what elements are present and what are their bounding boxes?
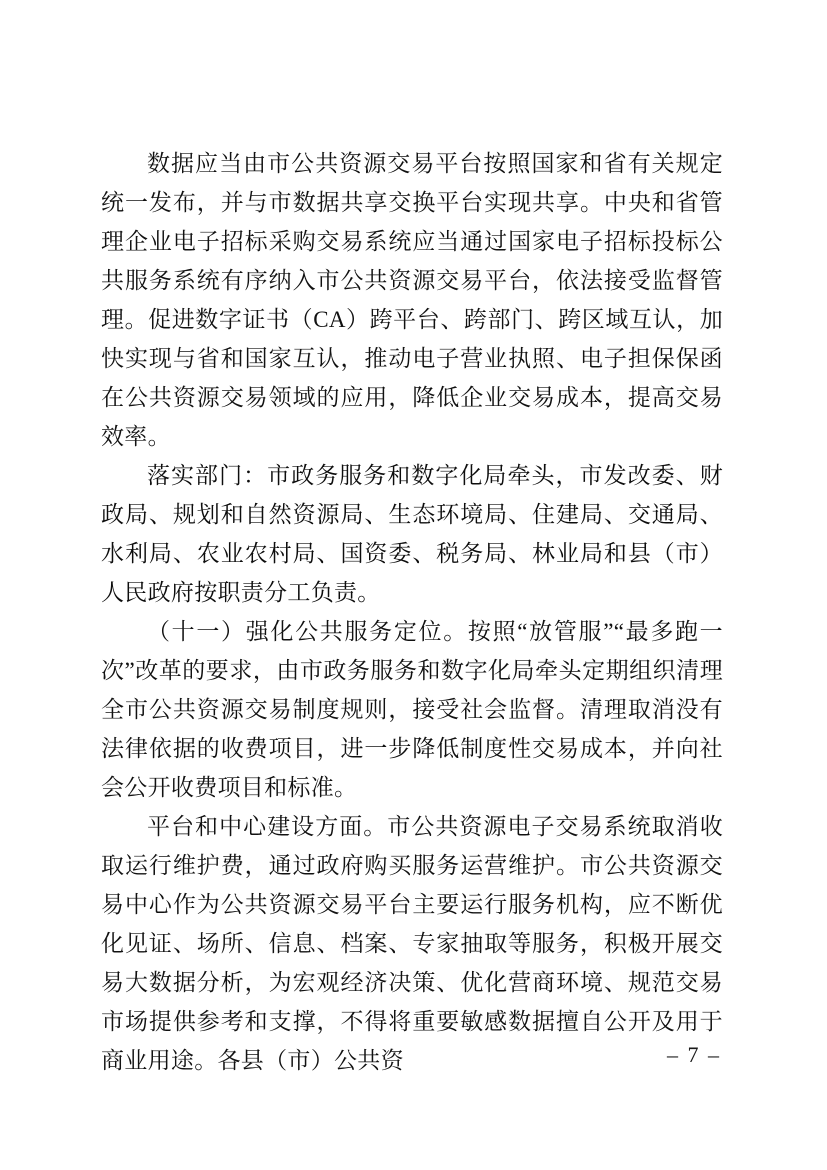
paragraph-platform-center-construction: 平台和中心建设方面。市公共资源电子交易系统取消收取运行维护费，通过政府购买服务运营维护。市公共资源交易中心作为公共资源交易平台主要运行服务机构，应不断优化见证、场所、信息、档案、专家抽取等服务，积极开展交易大数据分析，为宏观经济决策、优化营商环境、规范交易市场提供参考和支撑，不得将重要敏感数据擅自公开及用于商业用途。各县（市）公共资	[101, 814, 723, 1073]
page-number: – 7 –	[667, 1042, 721, 1067]
document-body	[101, 144, 723, 1080]
paragraph-responsible-departments: 落实部门：市政务服务和数字化局牵头，市发改委、财政局、规划和自然资源局、生态环境局、住建局、交通局、水利局、农业农村局、国资委、税务局、林业局和县（市）人民政府按职责分工负责。	[101, 463, 723, 605]
paragraph-item-eleven-public-service: （十一）强化公共服务定位。按照“放管服”“最多跑一次”改革的要求，由市政务服务和数字化局牵头定期组织清理全市公共资源交易制度规则，接受社会监督。清理取消没有法律依据的收费项目，进一步降低制度性交易成本，并向社会公开收费项目和标准。	[101, 619, 723, 800]
paragraph-data-publishing: 数据应当由市公共资源交易平台按照国家和省有关规定统一发布，并与市数据共享交换平台实现共享。中央和省管理企业电子招标采购交易系统应当通过国家电子招标投标公共服务系统有序纳入市公共资源交易平台，依法接受监督管理。促进数字证书（CA）跨平台、跨部门、跨区域互认，加快实现与省和国家互认，推动电子营业执照、电子担保保函在公共资源交易领域的应用，降低企业交易成本，提高交易效率。	[101, 151, 723, 449]
